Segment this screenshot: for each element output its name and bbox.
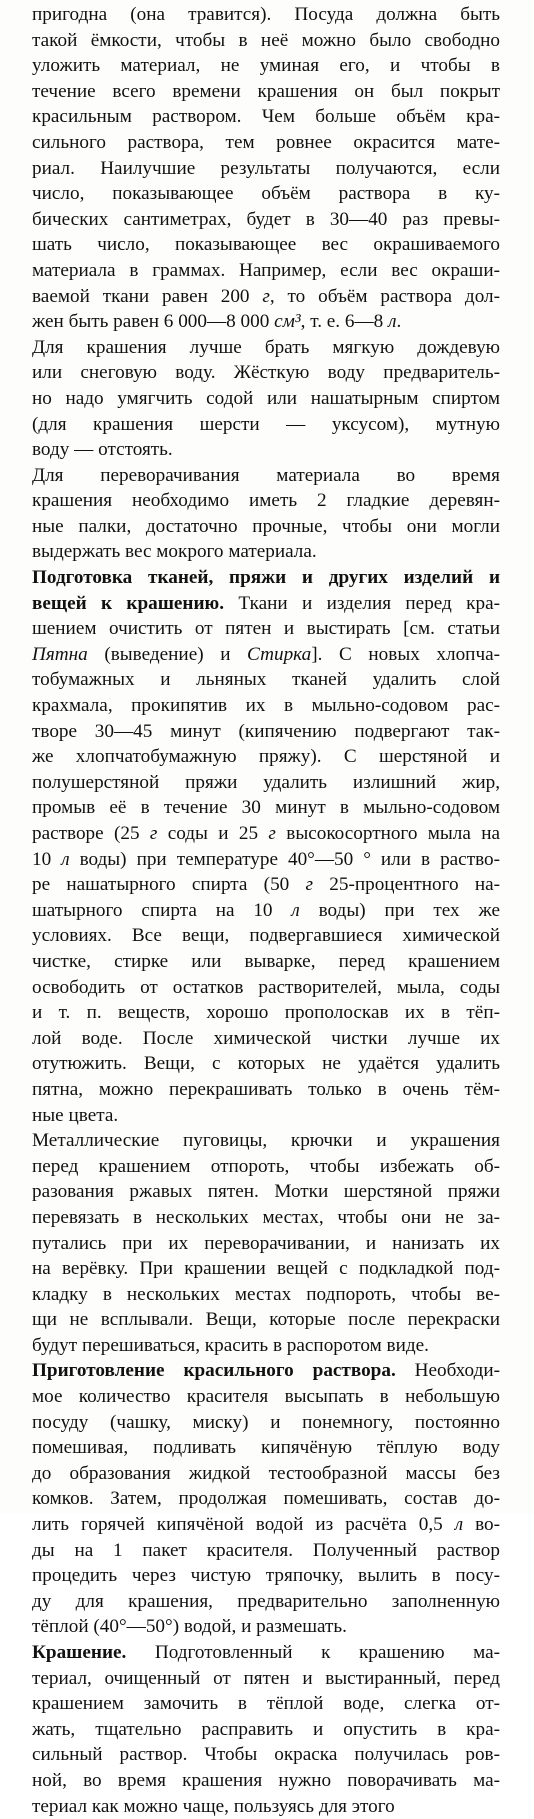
text-line (32, 1103, 500, 1129)
text-line (32, 1384, 500, 1410)
bold-text-run: вещей к крашению. (32, 592, 224, 614)
text-run: Металлические пуговицы, крючки и украшения (32, 1130, 500, 1152)
text-line (32, 642, 500, 668)
paragraph (32, 565, 500, 1128)
text-run: отутюжить. Вещи, с которых не удаётся удалить (32, 1053, 500, 1075)
text-line (32, 898, 500, 924)
text-line (32, 207, 500, 233)
text-line (32, 386, 500, 412)
text-run: сильный раствор. Чтобы окраска получилась ров- (32, 1744, 500, 1766)
text-run: крашением замочить в тёплой воде, слегка от- (32, 1693, 500, 1715)
text-run: Ткани и изделия перед кра- (224, 592, 500, 614)
italic-text-run: Пятна (32, 643, 88, 665)
text-run: лить горячей кипячёной водой из расчёта 0,5 (32, 1514, 455, 1536)
text-run: Подготовленный к крашению ма- (126, 1642, 500, 1663)
text-run: творе 30—45 минут (кипячению подвергают так- (32, 720, 500, 742)
text-run: ваемой ткани равен 200 (32, 285, 263, 307)
text-run: ные палки, достаточно прочные, чтобы они могли (32, 515, 500, 537)
text-line (32, 719, 500, 745)
text-line (32, 1077, 500, 1103)
text-run: мое количество красителя высыпать в небольшую (32, 1386, 500, 1408)
paragraph (32, 1358, 500, 1640)
italic-text-run: г (262, 285, 270, 307)
text-run: перевязать в нескольких местах, чтобы они не за- (32, 1206, 500, 1228)
text-line (32, 1512, 500, 1538)
text-line (32, 1486, 500, 1512)
text-line (32, 488, 500, 514)
paragraph (32, 1640, 500, 1819)
paragraph (32, 1128, 500, 1358)
text-column (32, 2, 500, 1819)
text-run: шать число, показывающее вес окрашиваемого (32, 234, 500, 256)
text-line (32, 1410, 500, 1436)
italic-text-run: л (454, 1514, 464, 1536)
text-run: помешивая, подливать кипячёную тёплую воду (32, 1437, 500, 1459)
italic-text-run: Стирка (247, 643, 312, 665)
italic-text-run: л (291, 899, 300, 921)
text-run: 25-процентного на- (313, 874, 501, 896)
text-run: растворе (25 (32, 823, 150, 844)
italic-text-run: г (149, 823, 158, 844)
text-run: кладку в нескольких местах подпороть, чтобы ве- (32, 1283, 500, 1305)
text-run: шением очистить от пятен и выстирать [см. статьи (32, 618, 500, 640)
text-line (32, 53, 500, 79)
text-line (32, 1435, 500, 1461)
text-line (32, 232, 500, 258)
text-run: красильным раствором. Чем больше объём кра- (32, 106, 500, 128)
text-line (32, 1307, 500, 1333)
text-run: во- (463, 1514, 500, 1536)
text-run: материала в граммах. Например, если вес окраши- (32, 259, 500, 281)
text-run: промыв её в течение 30 минут в мыльно-содовом (32, 797, 500, 819)
text-line (32, 79, 500, 105)
text-run: жен быть равен 6 000—8 000 (32, 311, 275, 333)
text-line (32, 258, 500, 284)
text-run: выдержать вес мокрого материала. (32, 541, 317, 563)
text-run: риал. Наилучшие результаты получаются, если (32, 157, 500, 179)
text-run: ре нашатырного спирта (50 (32, 874, 306, 896)
italic-text-run: л (388, 311, 397, 333)
text-line (32, 923, 500, 949)
text-line (32, 412, 500, 438)
text-line (32, 156, 500, 182)
text-line (32, 1640, 500, 1666)
text-run: путались при их переворачивании, и нанизать их (32, 1232, 500, 1254)
text-run: (для крашения шерсти — уксусом), мутную (32, 413, 500, 435)
text-run: Необходи- (395, 1360, 500, 1382)
text-line (32, 437, 500, 463)
text-run: будут перешиваться, красить в распоротом виде. (32, 1334, 429, 1356)
text-run: ды на 1 пакет красителя. Полученный раствор (32, 1539, 500, 1561)
text-run: условиях. Все вещи, подвергавшиеся химической (32, 925, 500, 947)
italic-text-run: л (61, 848, 70, 870)
text-line (32, 1256, 500, 1282)
text-line (32, 1538, 500, 1564)
text-run: крахмала, прокипятив их в мыльно-содовом рас- (32, 695, 500, 717)
text-line (32, 1742, 500, 1768)
text-run: посуду (чашку, миску) и понемногу, постоянно (32, 1411, 500, 1433)
text-line (32, 1717, 500, 1743)
text-line (32, 1461, 500, 1487)
text-line (32, 770, 500, 796)
text-line (32, 284, 500, 310)
text-line (32, 1691, 500, 1717)
text-run: освободить от остатков растворителей, мыла, соды (32, 976, 500, 998)
text-run: 10 (32, 848, 62, 870)
text-line (32, 591, 500, 617)
text-run: пятна, можно перекрашивать только в очень тём- (32, 1078, 500, 1100)
text-run: воды) при тех же (299, 899, 501, 921)
text-run: ]. С новых хлопча- (311, 643, 500, 665)
text-run: процедить через чистую тряпочку, вылить в посу- (32, 1565, 500, 1587)
text-run: воду — отстоять. (32, 439, 173, 461)
text-line (32, 181, 500, 207)
text-line (32, 1333, 500, 1359)
text-run: щи не всплывали. Вещи, которые после перекраски (32, 1309, 500, 1331)
text-run: , то объём раствора дол- (269, 285, 500, 307)
text-run: ные цвета. (32, 1104, 119, 1126)
text-run: высокосортного мыла на (275, 823, 501, 844)
text-line (32, 335, 500, 361)
text-run: бических сантиметрах, будет в 30—40 раз превы- (32, 208, 500, 230)
text-line (32, 1768, 500, 1794)
text-line (32, 975, 500, 1001)
text-run: полушерстяной пряжи удалить излишний жир, (32, 771, 500, 793)
text-run: тёплой (40°—50°) водой, и размешать. (32, 1616, 347, 1638)
text-run: териал, очищенный от пятен и выстиранный, перед (32, 1667, 500, 1689)
text-run: до образования жидкой тестообразной массы без (32, 1462, 500, 1484)
paragraph (32, 2, 500, 335)
text-run: число, показывающее объём раствора в ку- (32, 183, 500, 205)
text-run: териал как можно чаще, пользуясь для этого (32, 1795, 395, 1817)
text-run: уложить материал, не уминая его, и чтобы в (32, 55, 500, 77)
text-run: шатырного спирта на 10 (32, 899, 292, 921)
text-line (32, 1282, 500, 1308)
text-line (32, 616, 500, 642)
text-line (32, 1000, 500, 1026)
text-run: соды и 25 (157, 823, 269, 844)
text-line (32, 872, 500, 898)
paragraph (32, 335, 500, 463)
text-run: разования ржавых пятен. Мотки шерстяной пряжи (32, 1181, 500, 1203)
text-line (32, 1563, 500, 1589)
text-run: , т. е. 6—8 (300, 311, 389, 333)
text-line (32, 795, 500, 821)
text-line (32, 744, 500, 770)
text-line (32, 28, 500, 54)
text-run: тобумажных и льняных тканей удалить слой (32, 669, 500, 691)
text-line (32, 1614, 500, 1640)
text-line (32, 539, 500, 565)
text-run: жать, тщательно расправить и опустить в кра- (32, 1718, 500, 1740)
text-run: комков. Затем, продолжая помешивать, состав до- (32, 1488, 500, 1510)
text-run: и т. п. веществ, хорошо прополоскав их в тёп- (32, 1002, 500, 1024)
bold-text-run: Крашение. (32, 1642, 127, 1663)
text-line (32, 1026, 500, 1052)
text-run: сильного раствора, тем ровнее окрасится мате- (32, 131, 500, 153)
text-line (32, 514, 500, 540)
text-run: пригодна (она травится). Посуда должна быть (32, 4, 500, 25)
text-line (32, 130, 500, 156)
text-run: перед крашением отпороть, чтобы избежать об- (32, 1155, 500, 1177)
text-run: . (396, 311, 402, 333)
text-line (32, 693, 500, 719)
text-run: же хлопчатобумажную пряжу). С шерстяной и (32, 746, 500, 768)
text-run: чистке, стирке или выварке, перед крашением (32, 950, 500, 972)
text-line (32, 847, 500, 873)
text-run: лой воде. После химической чистки лучше их (32, 1027, 500, 1049)
paragraph (32, 463, 500, 565)
text-line (32, 1666, 500, 1692)
text-line (32, 821, 500, 847)
text-line (32, 1794, 500, 1819)
text-line (32, 565, 500, 591)
text-run: воды) при температуре 40°—50 ° или в раство- (69, 848, 500, 870)
text-run: крашения необходимо иметь 2 гладкие деревян- (32, 490, 500, 512)
text-line (32, 1231, 500, 1257)
bold-text-run: Подготовка тканей, пряжи и других изделий и (32, 567, 500, 589)
text-line (32, 949, 500, 975)
text-run: ной, во время крашения нужно поворачивать ма- (32, 1769, 500, 1791)
text-line (32, 1589, 500, 1615)
text-line (32, 1051, 500, 1077)
text-run: ду для крашения, предварительно заполненную (32, 1590, 500, 1612)
italic-text-run: см³ (274, 311, 301, 333)
text-line (32, 1179, 500, 1205)
text-line (32, 1128, 500, 1154)
text-run: на верёвку. При крашении вещей с подкладкой под- (32, 1258, 500, 1280)
italic-text-run: г (268, 823, 276, 844)
text-run: Для переворачивания материала во время (32, 464, 500, 486)
text-line (32, 309, 500, 335)
text-run: но надо умягчить содой или нашатырным спиртом (32, 387, 500, 409)
text-line (32, 360, 500, 386)
text-line (32, 1205, 500, 1231)
text-line (32, 104, 500, 130)
text-line (32, 667, 500, 693)
text-line (32, 1154, 500, 1180)
text-line (32, 463, 500, 489)
text-run: течение всего времени крашения он был покрыт (32, 80, 500, 102)
text-run: или снеговую воду. Жёсткую воду предваритель- (32, 362, 500, 384)
text-run: (выведение) и (87, 643, 248, 665)
text-line (32, 1358, 500, 1384)
bold-text-run: Приготовление красильного раствора. (32, 1360, 396, 1382)
text-line (32, 2, 500, 28)
text-run: Для крашения лучше брать мягкую дождевую (32, 336, 500, 358)
italic-text-run: г (305, 874, 314, 896)
text-run: такой ёмкости, чтобы в неё можно было свободно (32, 29, 500, 51)
